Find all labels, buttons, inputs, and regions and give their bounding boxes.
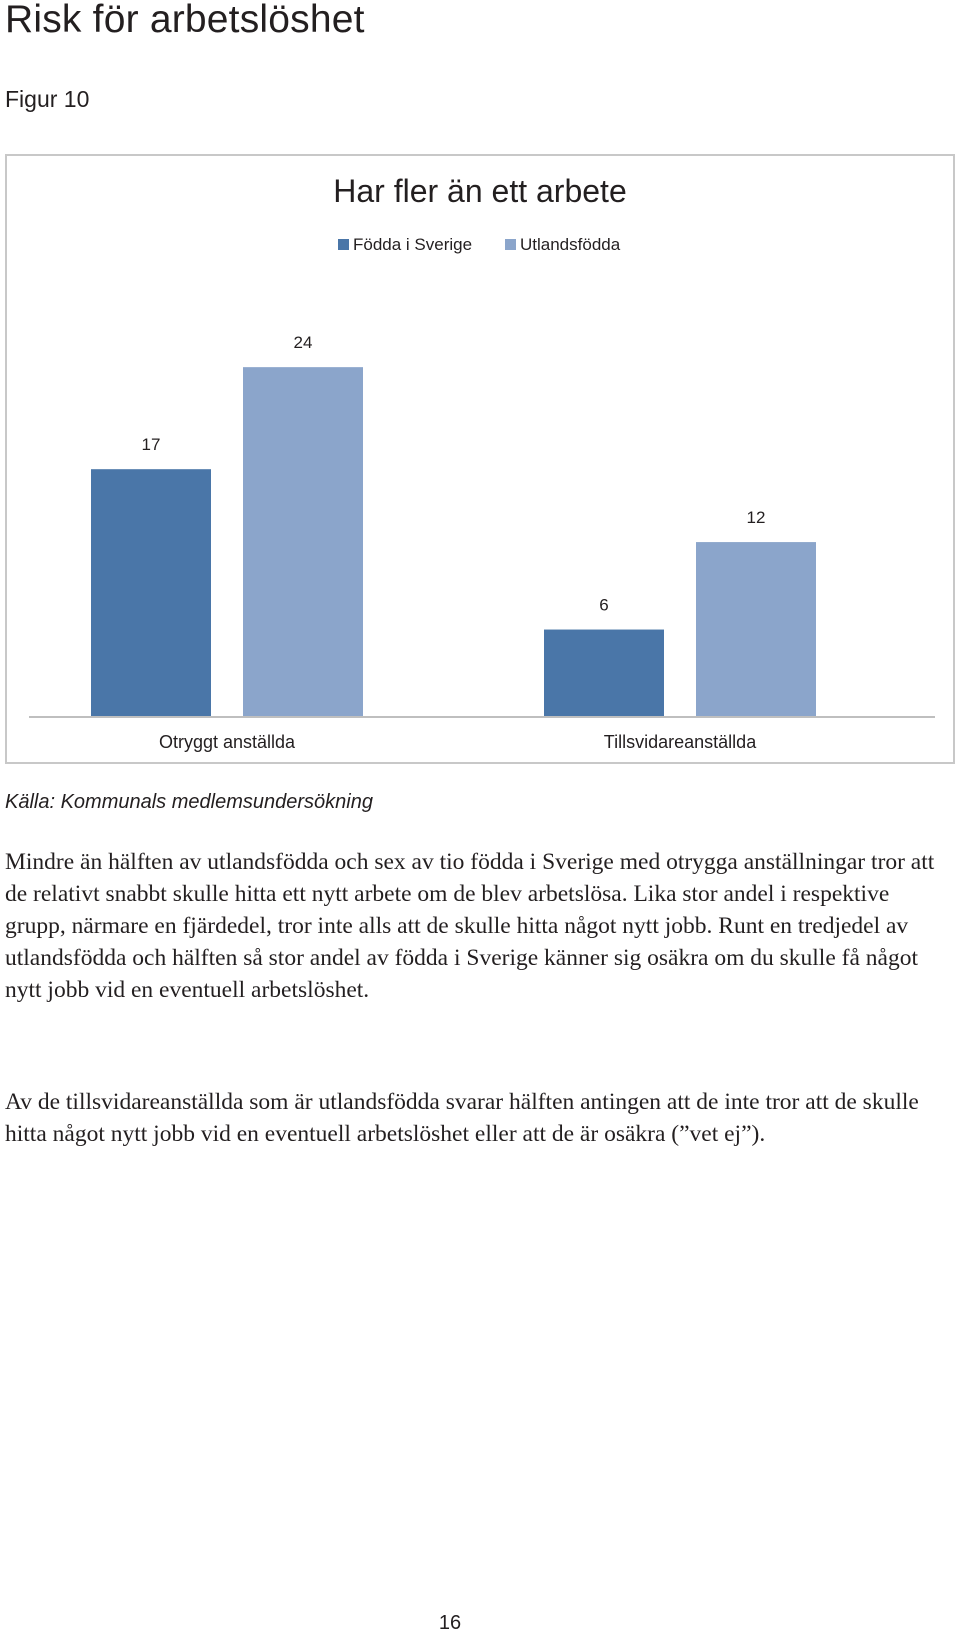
- category-label-1: Otryggt anställda: [158, 732, 296, 752]
- page-number: 16: [438, 1612, 462, 1634]
- bar-1-1: [91, 469, 211, 717]
- page-heading: Risk för arbetslöshet: [5, 0, 365, 41]
- data-label-1-1: 17: [141, 435, 161, 455]
- chart-frame: [5, 154, 955, 764]
- legend-label-1: Födda i Sverige: [353, 235, 473, 254]
- legend-swatch-1: [338, 239, 349, 250]
- source-note: Källa: Kommunals medlemsundersökning: [5, 791, 373, 813]
- chart-title: Har fler än ett arbete: [333, 173, 627, 209]
- body-paragraph-1: Mindre än hälften av utlandsfödda och sex av tio födda i Sverige med otrygga anställningar tror att de relativt snabbt skulle hitta ett nytt arbete om de blev arbetslösa. Lika stor andel i respektive grupp, närmare en fjärdedel, tror inte alls att de skulle hitta något nytt jobb. Runt en tredjedel av utlandsfödda och hälften så stor andel av födda i Sverige känner sig osäkra om du skulle få något nytt jobb vid en eventuell arbetslöshet.: [5, 849, 935, 1003]
- bar-2-1: [544, 630, 664, 717]
- bar-chart: [7, 156, 953, 762]
- data-label-1-2: 24: [293, 333, 313, 353]
- category-label-2: Tillsvidareanställda: [603, 732, 757, 752]
- figure-label: Figur 10: [5, 86, 90, 112]
- bar-2-2: [696, 542, 816, 717]
- legend-label-2: Utlandsfödda: [520, 235, 621, 254]
- data-label-2-1: 6: [599, 595, 609, 615]
- bar-1-2: [243, 367, 363, 717]
- data-label-2-2: 12: [746, 508, 766, 528]
- legend-swatch-2: [505, 239, 516, 250]
- body-paragraph-2: Av de tillsvidareanställda som är utlandsfödda svarar hälften antingen att de inte tror att de skulle hitta något nytt jobb vid en eventuell arbetslöshet eller att de är osäkra (”vet ej”).: [5, 1089, 919, 1147]
